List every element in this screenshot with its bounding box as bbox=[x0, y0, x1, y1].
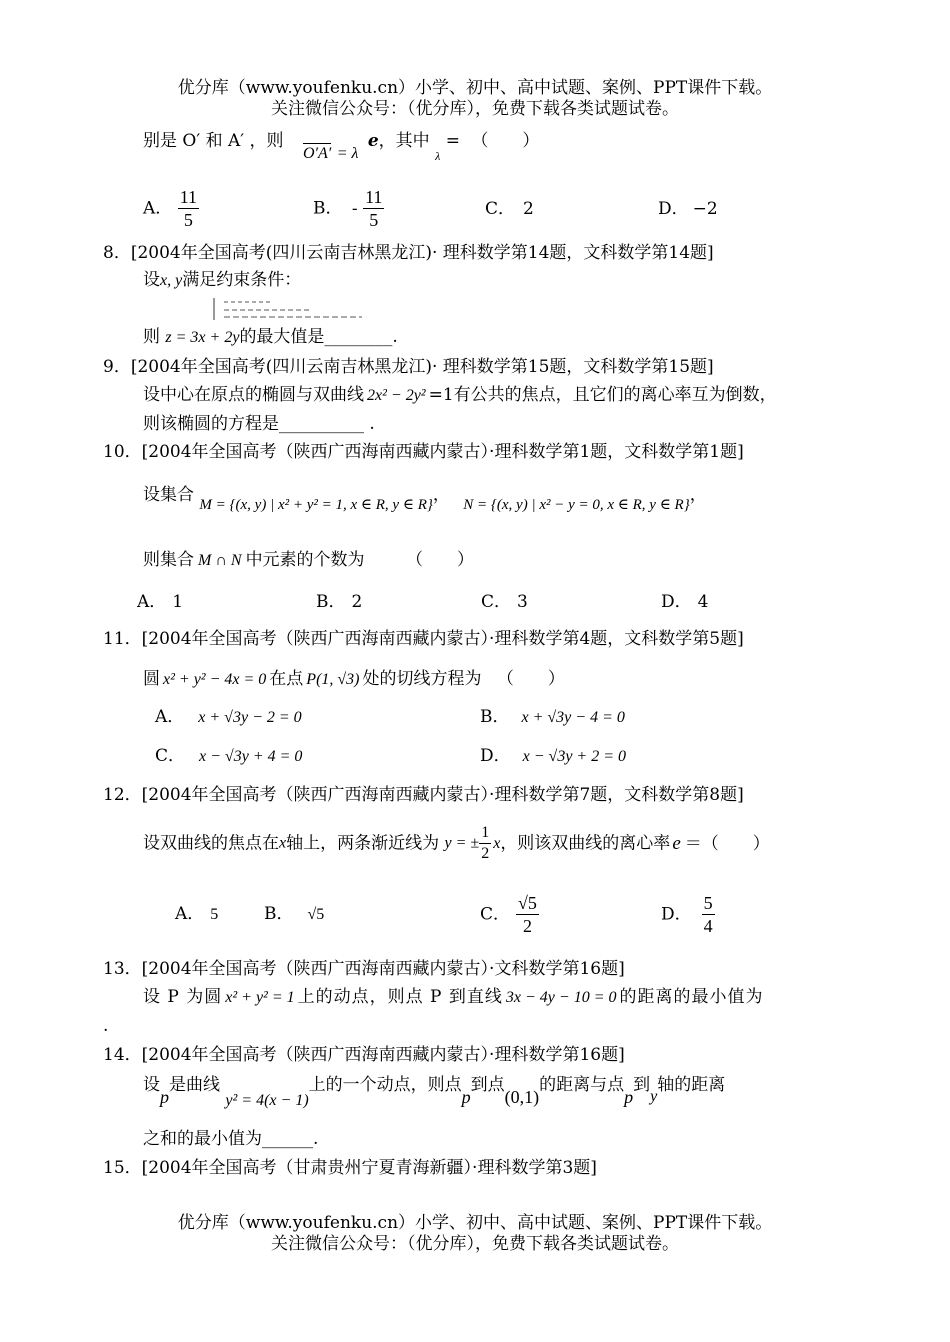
q12-source bbox=[103, 784, 744, 806]
q10-option-b-label: B． bbox=[316, 592, 346, 612]
q8-line-1-post: 满足约束条件： bbox=[182, 270, 302, 290]
q11-option-b-math: x + √3y − 4 = 0 bbox=[521, 709, 625, 726]
q9-source-text: [2004年全国高考(四川云南吉林黑龙江)· 理科数学第15题，文科数学第15题] bbox=[130, 357, 714, 377]
q7-option-b bbox=[313, 186, 384, 231]
q12-line-1-post: ，则该双曲线的离心率 bbox=[500, 833, 671, 854]
q14-line-1-c: 上的一个动点，则点 bbox=[308, 1075, 462, 1095]
q12-line-1-pre: 设双曲线的焦点在 bbox=[143, 833, 279, 854]
footer-line-1: 优分库（www.youfenku.cn）小学、初中、高中试题、案例、PPT课件下载。 bbox=[177, 1213, 773, 1233]
q9-line-1-post: =1有公共的焦点，且它们的离心率互为倒数， bbox=[428, 385, 777, 405]
q11-option-d bbox=[480, 745, 626, 768]
q13-source-text: [2004年全国高考（陕西广西海南西藏内蒙古）·文科数学第16题] bbox=[141, 959, 625, 979]
q11-line-1-mid: 在点 bbox=[269, 669, 304, 689]
q8-constraint-system bbox=[212, 296, 372, 326]
q14-p2: p bbox=[461, 1087, 471, 1107]
q11-option-c-math: x − √3y + 4 = 0 bbox=[199, 748, 303, 765]
footer-line-2: 关注微信公众号：（优分库），免费下载各类试题试卷。 bbox=[271, 1234, 679, 1254]
q7-continuation bbox=[143, 130, 540, 163]
q12-line-1-x2: x bbox=[493, 834, 501, 852]
q7-option-b-den: 5 bbox=[369, 210, 379, 230]
q8-line-3-math: z = 3x + 2y bbox=[165, 329, 240, 346]
q7-option-a-den: 5 bbox=[183, 210, 193, 230]
q12-frac-num: 1 bbox=[479, 823, 491, 844]
q10-option-a bbox=[137, 591, 183, 613]
q7-option-a-label: A． bbox=[143, 198, 173, 219]
q10-source bbox=[103, 441, 744, 463]
q8-line-1 bbox=[143, 269, 301, 292]
q7-option-b-num: 11 bbox=[365, 187, 383, 207]
q7-option-c-text: 2 bbox=[523, 199, 534, 219]
q14-line-1 bbox=[143, 1073, 726, 1109]
q10-separator: ， bbox=[432, 485, 450, 505]
q11-number: 11． bbox=[103, 629, 142, 649]
q12-line-1-x: x bbox=[279, 834, 287, 852]
q12-option-c-frac bbox=[516, 892, 539, 937]
q15-number: 15． bbox=[103, 1158, 142, 1178]
q12-option-d-num: 5 bbox=[703, 893, 713, 913]
q15-source-text: [2004年全国高考（甘肃贵州宁夏青海新疆）·理科数学第3题] bbox=[141, 1158, 597, 1178]
q12-line-1-y: y = ± bbox=[444, 834, 480, 852]
q12-option-d-label: D． bbox=[661, 904, 692, 925]
q13-line-1-mid: 上的动点，则点 P 到直线 bbox=[297, 987, 503, 1007]
q10-option-b-text: 2 bbox=[351, 592, 363, 612]
q11-option-a-label: A． bbox=[155, 707, 185, 727]
q14-line-1-g: 轴的距离 bbox=[657, 1075, 726, 1095]
q10-option-d bbox=[661, 591, 708, 613]
q14-line-2: 之和的最小值为______. bbox=[143, 1129, 319, 1149]
q12-line-1-e: e bbox=[672, 832, 681, 854]
q15-source bbox=[103, 1157, 597, 1179]
q7-vector-eq: = λ bbox=[336, 145, 359, 162]
q7-option-a-num: 11 bbox=[179, 187, 198, 207]
q10-line-1 bbox=[143, 484, 707, 513]
q11-option-a-math: x + √3y − 2 = 0 bbox=[198, 709, 302, 726]
q10-set-n: N = {(x, y) | x² − y = 0, x ∈ R, y ∈ R} bbox=[463, 497, 690, 513]
q13-line-2: . bbox=[103, 1016, 109, 1036]
q11-line-1 bbox=[143, 668, 565, 691]
q12-option-b-text: √5 bbox=[307, 906, 325, 923]
q10-line-2-math: M ∩ N bbox=[198, 552, 242, 569]
q10-set-m: M = {(x, y) | x² + y² = 1, x ∈ R, y ∈ R} bbox=[199, 497, 433, 513]
q7-option-b-label: B． bbox=[313, 198, 343, 219]
q12-option-b-label: B． bbox=[264, 904, 294, 924]
q11-option-b bbox=[480, 706, 625, 729]
q11-paren: （ ） bbox=[496, 669, 565, 689]
q11-line-1-pre: 圆 bbox=[143, 669, 160, 689]
q10-end: ， bbox=[689, 485, 707, 505]
q11-option-d-label: D． bbox=[480, 746, 511, 766]
q14-line-1-a: 设 bbox=[143, 1075, 160, 1095]
q9-number: 9． bbox=[103, 357, 131, 377]
q7-option-d-text: −2 bbox=[692, 199, 718, 219]
q14-line-1-d: 到点 bbox=[470, 1075, 505, 1095]
q12-option-c bbox=[480, 892, 539, 937]
q13-line-1-pre: 设 P 为圆 bbox=[143, 987, 223, 1007]
q12-option-d-frac bbox=[702, 892, 715, 937]
q7-option-d bbox=[658, 198, 718, 220]
q12-option-c-den: 2 bbox=[522, 916, 532, 936]
q10-option-c-label: C． bbox=[481, 592, 512, 612]
q13-line-1-math2: 3x − 4y − 10 = 0 bbox=[505, 989, 617, 1006]
q7-paren: （ ） bbox=[471, 131, 540, 151]
q14-curve: y² = 4(x − 1) bbox=[225, 1092, 309, 1109]
q10-option-b bbox=[316, 591, 362, 613]
q11-line-1-post: 处的切线方程为 bbox=[362, 669, 482, 689]
q10-option-c-text: 3 bbox=[517, 592, 528, 612]
q9-line-1-pre: 设中心在原点的椭圆与双曲线 bbox=[143, 385, 364, 405]
q10-number: 10． bbox=[103, 442, 142, 462]
q8-number: 8． bbox=[103, 243, 131, 263]
q7-option-b-frac bbox=[363, 186, 384, 231]
q7-option-a bbox=[143, 186, 199, 231]
q11-option-a bbox=[155, 706, 302, 729]
q10-line-2 bbox=[143, 549, 474, 572]
q7-tail: ，其中 bbox=[378, 131, 430, 151]
q10-paren: （ ） bbox=[405, 550, 474, 570]
q7-vector-name: O′A′ bbox=[302, 145, 332, 162]
q14-line-1-b: 是曲线 bbox=[169, 1075, 220, 1095]
q12-line-1 bbox=[143, 823, 770, 864]
q13-line-1 bbox=[143, 986, 763, 1009]
q14-number: 14． bbox=[103, 1045, 142, 1065]
q7-unit-e: e bbox=[367, 131, 379, 151]
q14-source-text: [2004年全国高考（陕西广西海南西藏内蒙古）·理科数学第16题] bbox=[141, 1045, 625, 1065]
q7-option-d-label: D． bbox=[658, 199, 689, 219]
q12-source-text: [2004年全国高考（陕西广西海南西藏内蒙古）·理科数学第7题，文科数学第8题] bbox=[141, 785, 744, 805]
q12-option-d bbox=[661, 892, 715, 937]
q11-option-d-math: x − √3y + 2 = 0 bbox=[522, 748, 627, 765]
q11-option-c bbox=[155, 745, 302, 768]
q14-y-variable: y bbox=[650, 1088, 658, 1105]
q10-option-d-text: 4 bbox=[697, 592, 709, 612]
header-line-1: 优分库（www.youfenku.cn）小学、初中、高中试题、案例、PPT课件下载。 bbox=[177, 78, 773, 98]
q12-number: 12． bbox=[103, 785, 142, 805]
q11-source-text: [2004年全国高考（陕西广西海南西藏内蒙古）·理科数学第4题，文科数学第5题] bbox=[141, 629, 744, 649]
q7-option-c bbox=[485, 198, 534, 220]
q9-line-1 bbox=[143, 384, 777, 407]
q7-eq2: = bbox=[445, 131, 460, 151]
q13-number: 13． bbox=[103, 959, 142, 979]
q11-option-c-label: C． bbox=[155, 746, 186, 766]
q12-line-1-frac bbox=[479, 823, 491, 864]
q8-source bbox=[103, 242, 714, 264]
q14-point: (0,1) bbox=[504, 1087, 540, 1107]
q14-source bbox=[103, 1044, 625, 1066]
q12-option-d-den: 4 bbox=[703, 916, 713, 936]
q11-line-1-math: x² + y² − 4x = 0 bbox=[163, 671, 267, 688]
q10-option-d-label: D． bbox=[661, 592, 692, 612]
q9-line-1-math: 2x² − 2y² bbox=[367, 387, 426, 404]
q10-option-c bbox=[481, 591, 528, 613]
q13-line-1-post: 的距离的最小值为 bbox=[619, 987, 764, 1007]
q8-system-text: x + y ≥ 1, x − y ≥ −1, 2x − y ≤ 2 bbox=[224, 318, 274, 319]
q10-option-a-label: A． bbox=[137, 592, 167, 612]
q11-source bbox=[103, 628, 744, 650]
q8-line-1-math: x, y bbox=[160, 272, 183, 289]
q13-line-1-math: x² + y² = 1 bbox=[225, 989, 295, 1006]
header-line-2: 关注微信公众号：（优分库），免费下载各类试题试卷。 bbox=[271, 99, 679, 119]
q7-vector bbox=[303, 142, 358, 165]
q8-line-3-pre: 则 bbox=[143, 327, 160, 347]
q12-option-a-text: 5 bbox=[210, 906, 219, 923]
q12-option-c-label: C． bbox=[480, 904, 511, 925]
q11-line-1-point: P(1, √3) bbox=[306, 671, 360, 688]
q12-line-1-mid: 轴上，两条渐近线为 bbox=[286, 833, 440, 854]
q8-line-1-pre: 设 bbox=[143, 270, 160, 290]
q7-option-a-frac bbox=[178, 186, 199, 231]
q10-line-2-pre: 则集合 bbox=[143, 550, 194, 570]
q7-cont-text: 别是 O′ 和 A′ ，则 bbox=[143, 131, 284, 151]
q14-line-1-e: 的距离与点 bbox=[539, 1075, 625, 1095]
q10-line-2-post: 中元素的个数为 bbox=[245, 550, 365, 570]
q8-source-text: [2004年全国高考(四川云南吉林黑龙江)· 理科数学第14题，文科数学第14题] bbox=[130, 243, 714, 263]
q10-option-a-text: 1 bbox=[172, 592, 184, 612]
q8-line-3-post: 的最大值是________. bbox=[239, 327, 398, 347]
q14-p3: p bbox=[624, 1087, 634, 1107]
q7-lambda: λ bbox=[435, 149, 441, 163]
q7-option-c-label: C． bbox=[485, 199, 516, 219]
q13-source bbox=[103, 958, 625, 980]
q14-line-1-f: 到 bbox=[633, 1075, 651, 1095]
q8-line-3 bbox=[143, 326, 398, 349]
q12-option-a bbox=[175, 903, 218, 926]
q12-frac-den: 2 bbox=[481, 845, 490, 862]
q12-option-b bbox=[264, 903, 324, 926]
q7-option-b-sign: - bbox=[351, 198, 358, 219]
q12-option-c-num: √5 bbox=[518, 893, 537, 913]
q12-option-a-label: A． bbox=[175, 904, 205, 924]
q10-source-text: [2004年全国高考（陕西广西海南西藏内蒙古）·理科数学第1题，文科数学第1题] bbox=[141, 442, 744, 462]
q10-line-1-pre: 设集合 bbox=[143, 485, 194, 505]
q11-option-b-label: B． bbox=[480, 707, 510, 727]
q12-line-1-eq: ＝（ ） bbox=[684, 833, 770, 854]
q9-line-2: 则该椭圆的方程是__________ . bbox=[143, 414, 375, 434]
q9-source bbox=[103, 356, 714, 378]
q14-p1: p bbox=[160, 1087, 169, 1107]
